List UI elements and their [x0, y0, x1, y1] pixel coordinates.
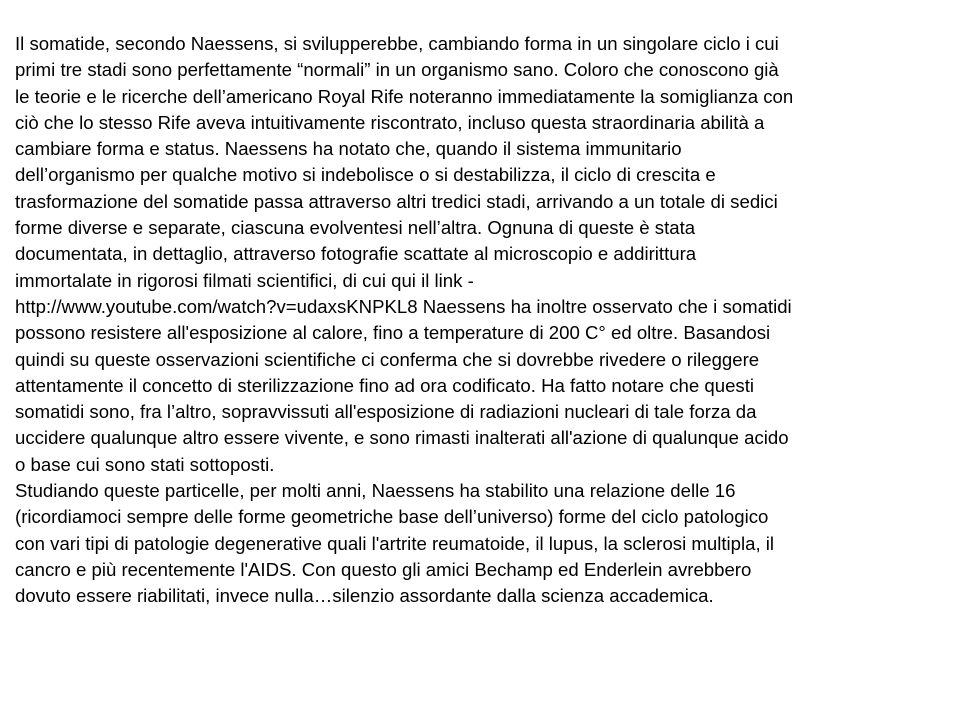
text-line: primi tre stadi sono perfettamente “normali” in un organismo sano. Coloro che conoscono già	[15, 59, 779, 81]
text-line: dell’organismo per qualche motivo si indebolisce o si destabilizza, il ciclo di crescita e	[15, 164, 716, 186]
text-line: dovuto essere riabilitati, invece nulla…silenzio assordante dalla scienza accademica.	[15, 585, 714, 607]
text-line: o base cui sono stati sottoposti.	[15, 453, 275, 475]
text-line: possono resistere all'esposizione al calore, fino a temperature di 200 C° ed oltre. Basandosi	[15, 322, 771, 344]
text-line: somatidi sono, fra l’altro, sopravvissuti all'esposizione di radiazioni nucleari di tale forza da	[15, 401, 757, 423]
text-line: con vari tipi di patologie degenerative quali l'artrite reumatoide, il lupus, la sclerosi multipla, il	[15, 532, 775, 554]
text-line: attentamente il concetto di sterilizzazione fino ad ora codificato. Ha fatto notare che questi	[15, 374, 755, 396]
text-line: forme diverse e separate, ciascuna evolventesi nell’altra. Ognuna di queste è stata	[15, 217, 696, 239]
text-line: quindi su queste osservazioni scientifiche ci conferma che si dovrebbe rivedere o rileggere	[15, 348, 760, 370]
text-line: (ricordiamoci sempre delle forme geometriche base dell’universo) forme del ciclo patologico	[15, 506, 769, 528]
text-line: ciò che lo stesso Rife aveva intuitivamente riscontrato, incluso questa straordinaria abilità a	[15, 111, 765, 133]
text-line: Il somatide, secondo Naessens, si svilupperebbe, cambiando forma in un singolare ciclo i cui	[15, 33, 779, 54]
text-line: uccidere qualunque altro essere vivente, e sono rimasti inalterati all'azione di qualunque acido	[15, 427, 789, 449]
text-line: cancro e più recentemente l'AIDS. Con questo gli amici Bechamp ed Enderlein avrebbero	[15, 558, 752, 580]
text-line: Studiando queste particelle, per molti anni, Naessens ha stabilito una relazione delle 16	[15, 480, 736, 502]
text-line: le teorie e le ricerche dell’americano Royal Rife noteranno immediatamente la somiglianza con	[15, 85, 794, 107]
text-line: immortalate in rigorosi filmati scientifici, di cui qui il link -	[15, 269, 474, 291]
text-line: cambiare forma e status. Naessens ha notato che, quando il sistema immunitario	[15, 138, 682, 160]
text-line: documentata, in dettaglio, attraverso fotografie scattate al microscopio e addirittura	[15, 243, 697, 265]
text-line: trasformazione del somatide passa attraverso altri tredici stadi, arrivando a un totale di sedici	[15, 190, 778, 212]
paragraph-1	[15, 31, 950, 478]
text-body	[15, 31, 950, 610]
text-line-with-link[interactable]: http://www.youtube.com/watch?v=udaxsKNPKL8 Naessens ha inoltre osservato che i somatidi	[15, 295, 792, 317]
paragraph-2	[15, 478, 950, 609]
